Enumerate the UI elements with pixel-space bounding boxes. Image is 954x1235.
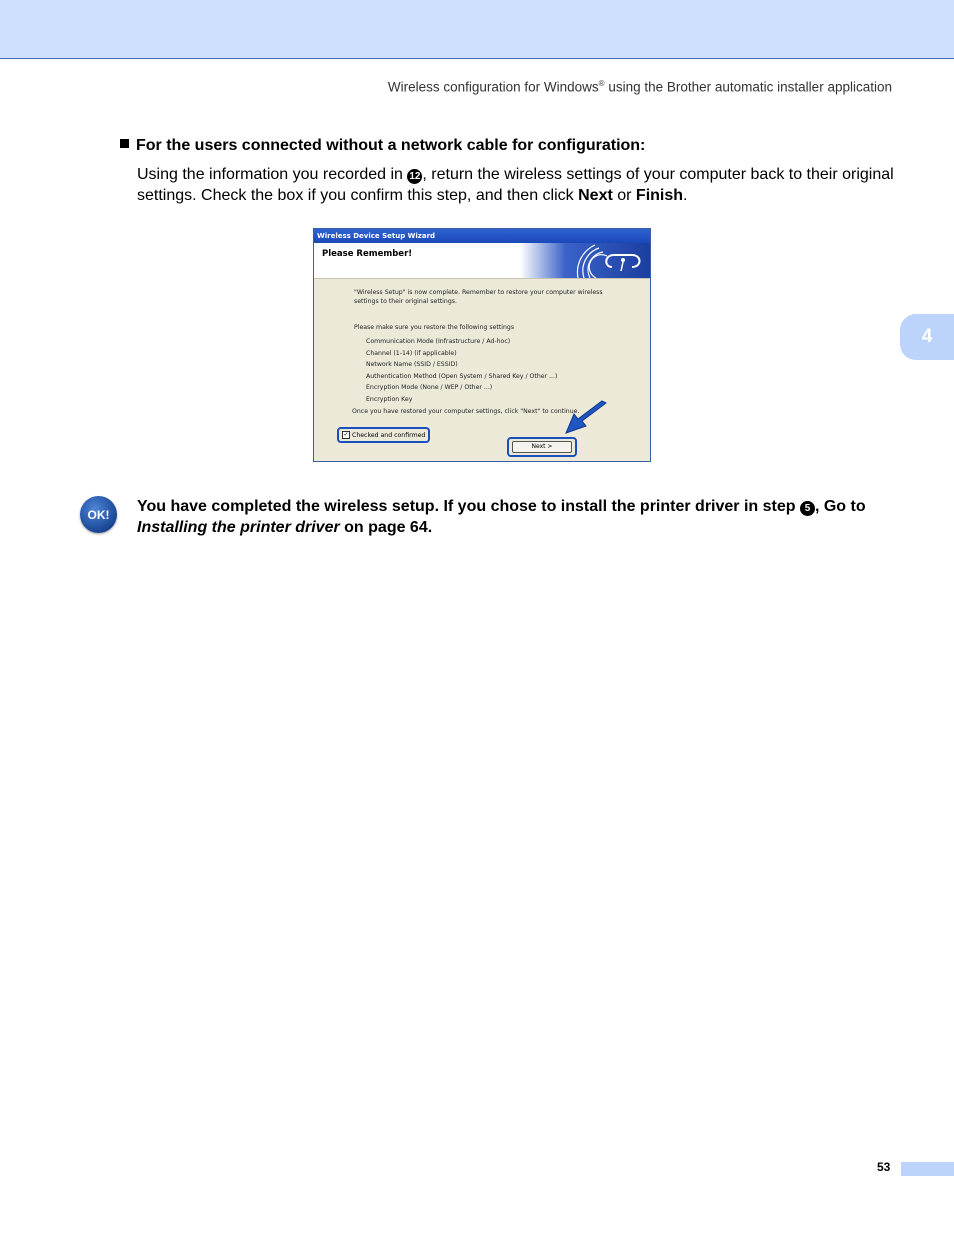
- square-bullet-icon: [120, 139, 129, 148]
- next-button[interactable]: Next >: [512, 441, 572, 453]
- next-button-highlight[interactable]: [507, 437, 577, 457]
- ok-badge-icon: OK!: [80, 496, 117, 533]
- dialog-intro-line-2: settings to their original settings.: [354, 298, 457, 305]
- registered-mark: ®: [598, 79, 605, 88]
- dialog-setting-item: Communication Mode (Infrastructure / Ad-hoc): [366, 338, 511, 345]
- dialog-restore-prompt: Please make sure you restore the following settings: [354, 324, 515, 331]
- dialog-setting-item: Encryption Mode (None / WEP / Other ...): [366, 384, 493, 391]
- or-word: or: [612, 187, 636, 204]
- checkbox-label: Checked and confirmed: [352, 431, 426, 439]
- step-number-badge: 12: [409, 171, 421, 182]
- running-header-pre: Wireless configuration for Windows: [387, 79, 599, 95]
- chapter-tab: 4: [900, 314, 954, 360]
- instruction-text-2: , return the wireless settings of your computer back to their original settings. Check the box if you confirm this step, and then click: [137, 166, 894, 204]
- completion-note: [137, 496, 897, 538]
- dialog-setting-item: Channel (1-14) (if applicable): [366, 350, 457, 357]
- wizard-dialog-screenshot: [313, 228, 651, 462]
- page-number: 53: [877, 1160, 891, 1174]
- dialog-banner-title: Please Remember!: [322, 249, 413, 259]
- finish-keyword: Finish: [635, 187, 684, 204]
- completion-text-3: on page 64.: [339, 519, 433, 536]
- wireless-signal-icon: [520, 243, 650, 278]
- installing-driver-reference[interactable]: Installing the printer driver: [137, 519, 340, 536]
- dialog-title-bar: Wireless Device Setup Wizard: [314, 229, 650, 243]
- running-header-post: using the Brother automatic installer application: [604, 79, 892, 95]
- section-heading-text: For the users connected without a network cable for configuration:: [136, 137, 646, 154]
- dialog-setting-item: Encryption Key: [366, 396, 413, 403]
- dialog-intro-line-1: "Wireless Setup" is now complete. Remember to restore your computer wireless: [354, 289, 603, 296]
- instruction-text-1: Using the information you recorded in: [137, 166, 408, 183]
- next-keyword: Next: [578, 187, 613, 204]
- section-heading: [120, 137, 645, 155]
- top-header-band: [0, 0, 954, 59]
- running-header: [388, 79, 892, 95]
- dialog-setting-item: Authentication Method (Open System / Shared Key / Other ...): [366, 373, 558, 380]
- completion-text-1: You have completed the wireless setup. If you chose to install the printer driver in step: [137, 498, 800, 515]
- dialog-final-line: Once you have restored your computer settings, click "Next" to continue.: [352, 408, 580, 415]
- instruction-paragraph: [137, 164, 897, 206]
- checkbox-check-icon[interactable]: ✓: [343, 431, 349, 438]
- dialog-banner: [314, 243, 650, 279]
- page-number-bar: [901, 1162, 954, 1176]
- pointer-arrow-icon: [560, 399, 610, 439]
- completion-text-2: , Go to: [814, 498, 866, 515]
- step-number-badge: 5: [800, 501, 815, 516]
- dialog-setting-item: Network Name (SSID / ESSID): [366, 361, 458, 368]
- confirm-checkbox[interactable]: [337, 427, 430, 443]
- instruction-end: .: [683, 187, 688, 204]
